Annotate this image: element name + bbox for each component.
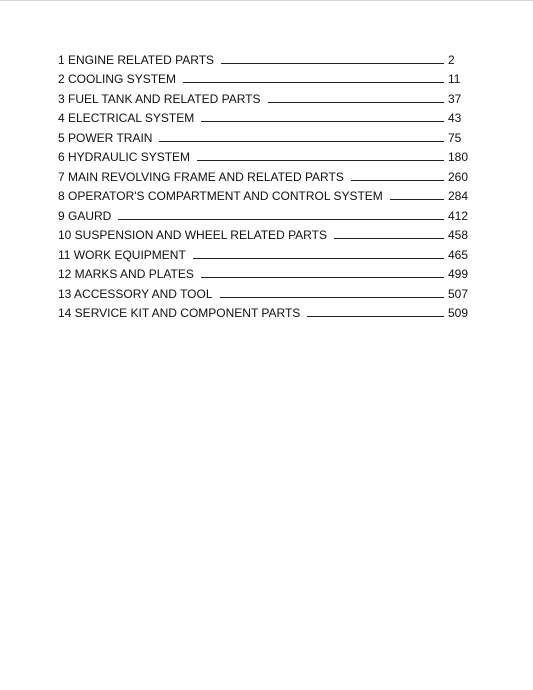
toc-entry-title: 14 SERVICE KIT AND COMPONENT PARTS (58, 306, 301, 320)
toc-leader-line (351, 180, 444, 181)
toc-entry-page: 412 (448, 208, 469, 223)
toc-entry-page: 180 (448, 150, 469, 164)
toc-leader-line (197, 160, 444, 161)
toc-leader-line (201, 277, 444, 278)
toc-entry-title: 9 GAURD (58, 208, 112, 223)
toc-entry[interactable] (58, 67, 470, 87)
toc-entry-page: 2 (448, 52, 455, 67)
toc-entry-page: 11 (448, 72, 461, 86)
toc-entry-title: 10 SUSPENSION AND WHEEL RELATED PARTS (58, 228, 327, 242)
toc-entry-title: 11 WORK EQUIPMENT (58, 247, 186, 262)
toc-leader-line (268, 102, 445, 103)
toc-leader-line (193, 258, 444, 259)
toc-leader-line (183, 82, 444, 83)
toc-entry-title: 6 HYDRAULIC SYSTEM (58, 150, 191, 164)
toc-entry-title: 8 OPERATOR'S COMPARTMENT AND CONTROL SYSTEM (58, 189, 383, 203)
toc-leader-line (307, 316, 444, 317)
toc-entry-page: 284 (448, 189, 469, 203)
toc-leader-line (390, 199, 444, 200)
toc-entry-page: 509 (448, 306, 469, 320)
toc-leader-line (159, 141, 444, 142)
toc-entry-title: 2 COOLING SYSTEM (58, 72, 177, 86)
toc-entry[interactable] (58, 184, 470, 204)
toc-entry[interactable] (58, 86, 470, 106)
toc-entry-title: 4 ELECTRICAL SYSTEM (58, 111, 195, 125)
toc-entry[interactable] (58, 262, 470, 282)
toc-entry-page: 75 (448, 130, 462, 145)
toc-entry[interactable] (58, 223, 470, 243)
toc-entry-page: 37 (448, 91, 462, 106)
toc-entry-page: 507 (448, 286, 469, 301)
table-of-contents (58, 47, 470, 320)
toc-entry[interactable] (58, 203, 470, 223)
toc-entry-title: 1 ENGINE RELATED PARTS (58, 52, 215, 67)
toc-entry[interactable] (58, 281, 470, 301)
toc-entry-title: 13 ACCESSORY AND TOOL (58, 286, 213, 301)
toc-entry[interactable] (58, 164, 470, 184)
toc-entry-title: 5 POWER TRAIN (58, 130, 153, 145)
toc-entry[interactable] (58, 145, 470, 165)
toc-entry-page: 465 (448, 247, 469, 262)
toc-entry-page: 458 (448, 228, 469, 242)
toc-entry-title: 3 FUEL TANK AND RELATED PARTS (58, 91, 261, 106)
page-top-border (0, 0, 533, 1)
toc-entry-page: 43 (448, 111, 462, 125)
toc-leader-line (220, 297, 444, 298)
toc-entry[interactable] (58, 242, 470, 262)
toc-entry-page: 260 (448, 169, 469, 184)
toc-entry[interactable] (58, 301, 470, 321)
toc-entry[interactable] (58, 106, 470, 126)
toc-leader-line (221, 63, 444, 64)
toc-leader-line (201, 121, 444, 122)
toc-entry[interactable] (58, 125, 470, 145)
toc-leader-line (118, 219, 444, 220)
toc-entry-title: 7 MAIN REVOLVING FRAME AND RELATED PARTS (58, 169, 344, 184)
toc-entry-title: 12 MARKS AND PLATES (58, 267, 194, 281)
toc-entry-page: 499 (448, 267, 469, 281)
toc-entry[interactable] (58, 47, 470, 67)
toc-leader-line (334, 238, 444, 239)
